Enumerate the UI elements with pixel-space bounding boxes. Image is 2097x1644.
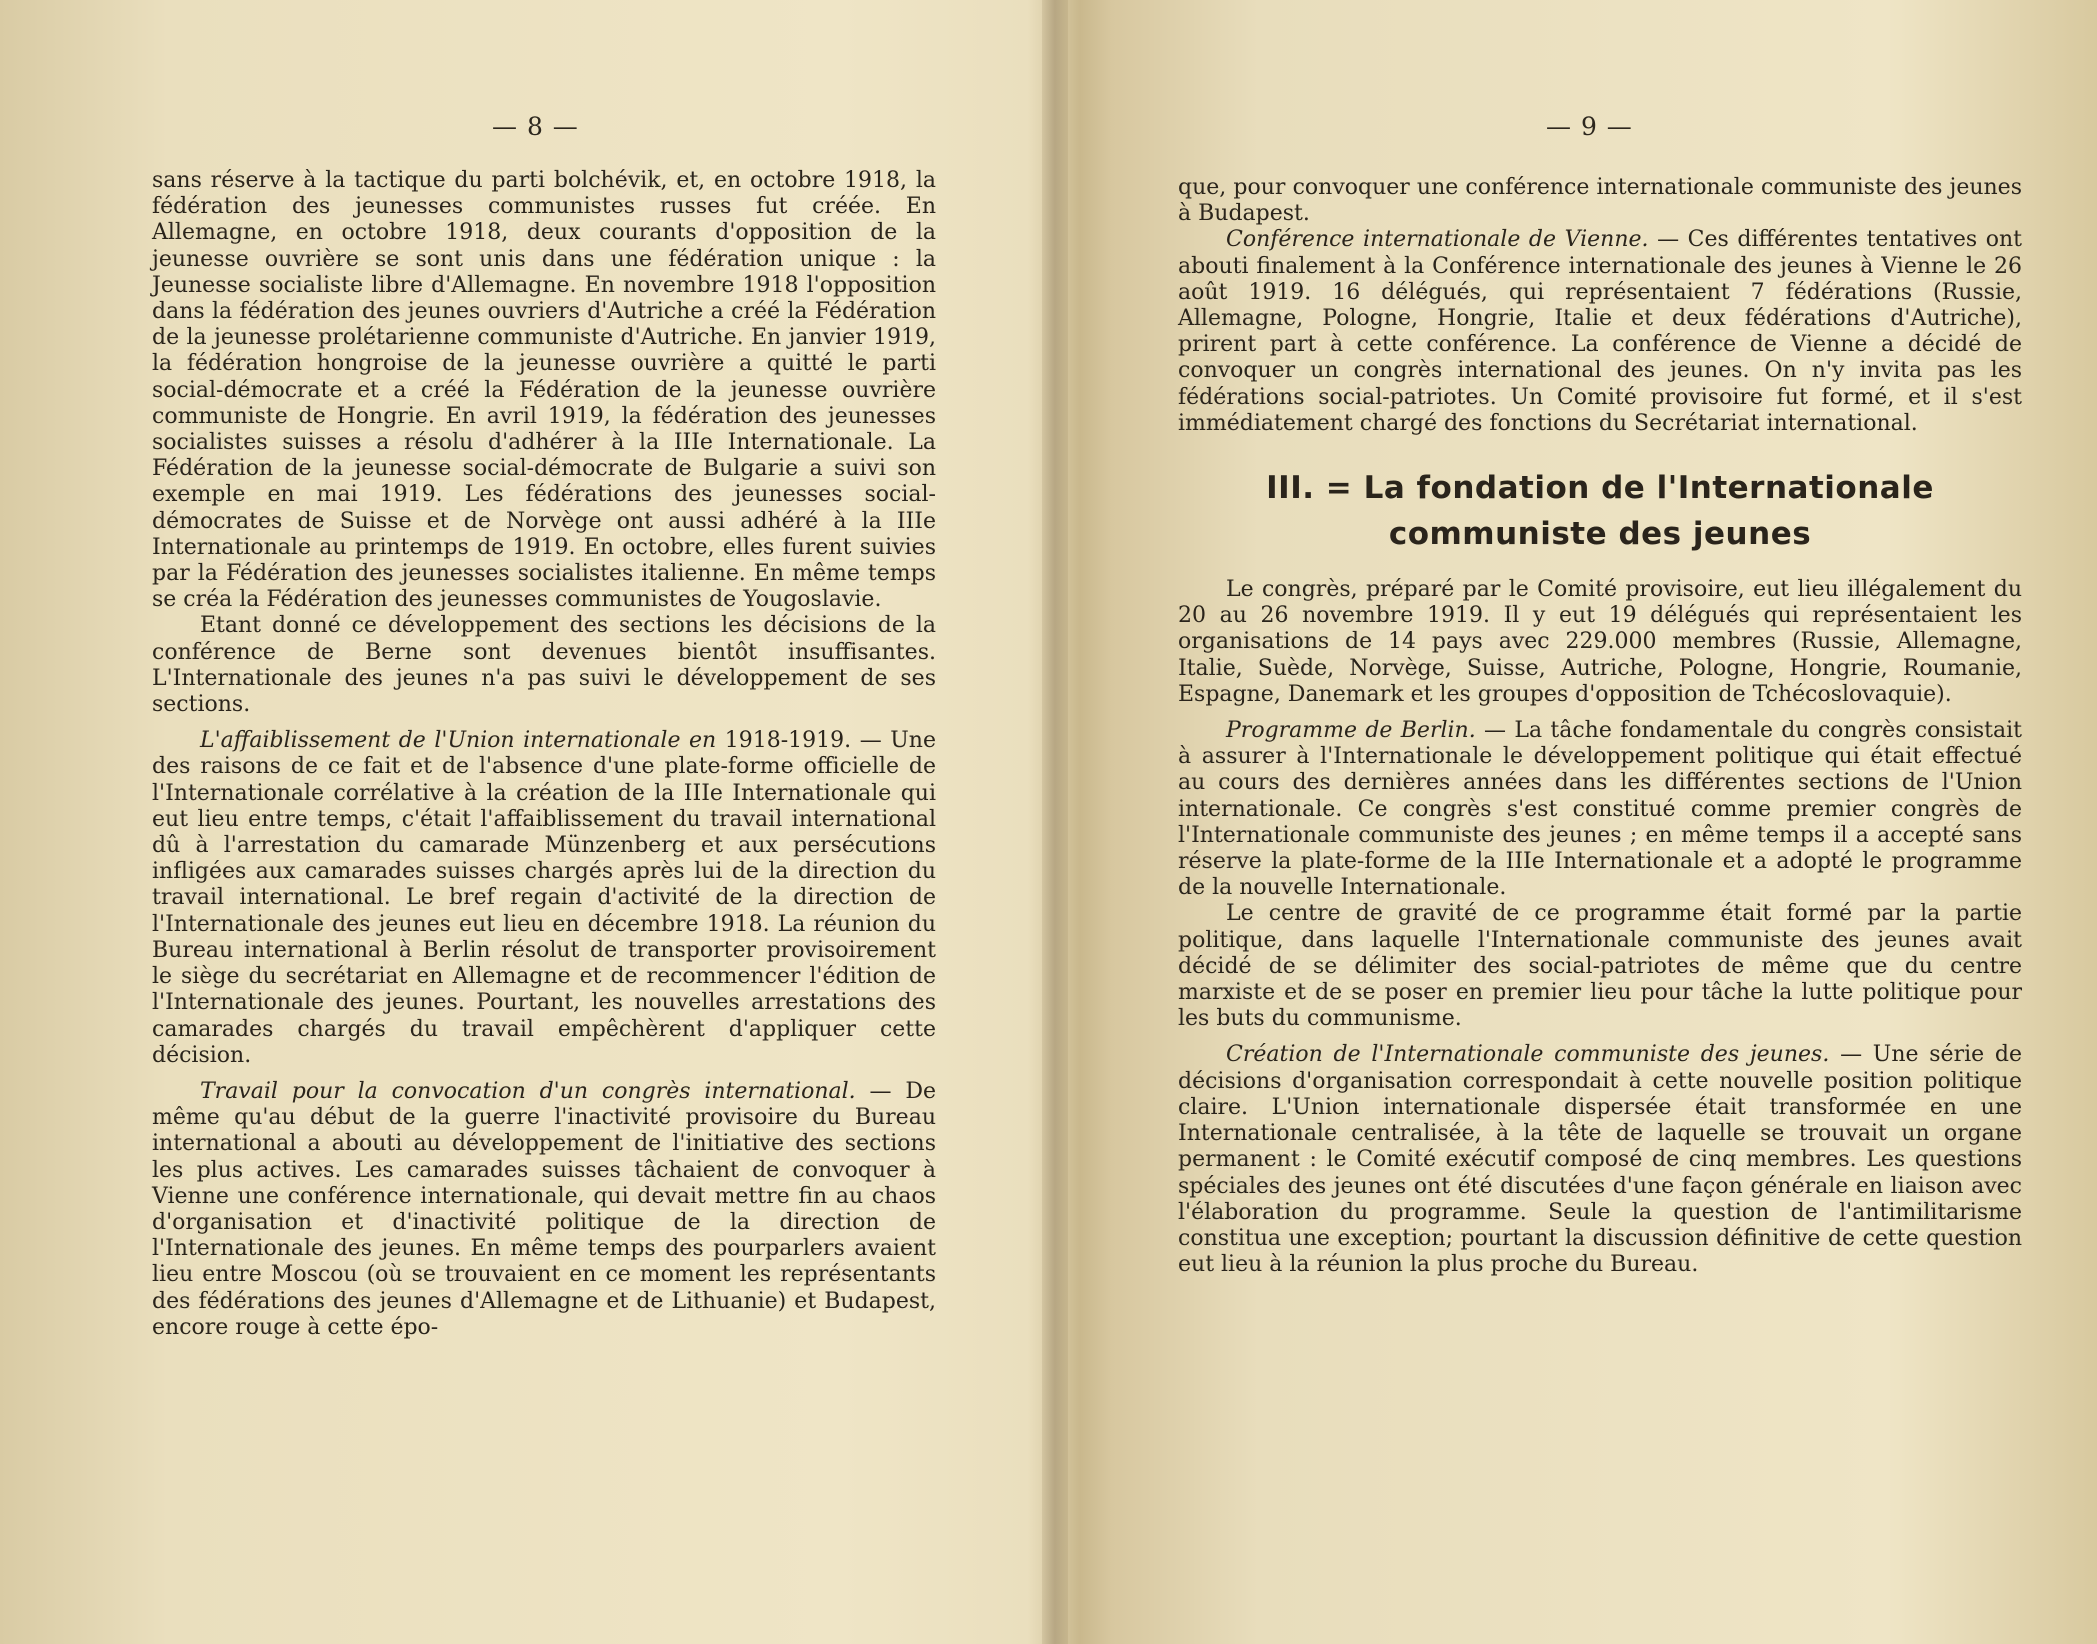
section-heading: Programme de Berlin. bbox=[1226, 718, 1476, 744]
paragraph: Le centre de gravité de ce programme était formé par la partie politique, dans laquelle l'Internationale communiste des jeunes avait décidé de se délimiter des social-patriotes de même que du centre marxiste et de se poser en premier lieu pour tâche la lutte politique pour les buts du communisme. bbox=[1178, 901, 2022, 1032]
page-number: — 8 — bbox=[492, 112, 579, 141]
paragraph bbox=[152, 728, 936, 1069]
paragraph-body: — De même qu'au début de la guerre l'inactivité provisoire du Bureau international a abouti au développement de l'initiative des sections les plus actives. Les camarades suisses tâchaient de convoquer à Vienne une conférence internationale, qui devait mettre fin au chaos d'organisation et d'inactivité politique de la direction de l'Internationale des jeunes. En même temps des pourparlers avaient lieu entre Moscou (où se trouvaient en ce moment les représentants des fédérations des jeunes d'Allemagne et de Lithuanie) et Budapest, encore rouge à cette épo- bbox=[152, 1078, 936, 1340]
right-page bbox=[1068, 0, 2097, 1644]
left-page bbox=[0, 0, 1042, 1644]
paragraph-body: — Une série de décisions d'organisation correspondait à cette nouvelle position politique claire. L'Union internationale dispersée était transformée en une Internationale centralisée, à la tête de laquelle se trouvait un organe permanent : le Comité exécutif composé de cinq membres. Les questions spéciales des jeunes ont été discutées d'une façon générale en liaison avec l'élaboration du programme. Seule la question de l'antimilitarisme constitua une exception; pourtant la discussion définitive de cette question eut lieu à la réunion la plus proche du Bureau. bbox=[1178, 1042, 2022, 1278]
section-heading: Conférence internationale de Vienne. bbox=[1226, 227, 1649, 253]
chapter-title-line: III. = La fondation de l'Internationale bbox=[1266, 470, 1934, 507]
paragraph: que, pour convoquer une conférence internationale communiste des jeunes à Budapest. bbox=[1178, 175, 2022, 227]
paragraph bbox=[1178, 227, 2022, 437]
section-heading: Création de l'Internationale communiste des jeunes. bbox=[1226, 1042, 1830, 1068]
paragraph bbox=[1178, 718, 2022, 901]
paragraph: Le congrès, préparé par le Comité provisoire, eut lieu illégalement du 20 au 26 novembre 1919. Il y eut 19 délégués qui représentaient les organisations de 14 pays avec 229.000 membres (Russie, Allemagne, Italie, Suède, Norvège, Suisse, Autriche, Pologne, Hongrie, Roumanie, Espagne, Danemark et les groupes d'opposition de Tchécoslovaquie). bbox=[1178, 577, 2022, 707]
left-page-text bbox=[152, 168, 936, 1341]
paragraph-body: — Ces différentes tentatives ont abouti finalement à la Conférence internationale des jeunes à Vienne le 26 août 1919. 16 délégués, qui représentaient 7 fédérations (Russie, Allemagne, Pologne, Hongrie, Italie et deux fédérations d'Autriche), prirent part à cette conférence. La conférence de Vienne a décidé de convoquer un congrès international des jeunes. On n'y invita pas les fédérations social-patriotes. Un Comité provisoire fut formé, et il s'est immédiatement chargé des fonctions du Secrétariat international. bbox=[1178, 227, 2022, 436]
right-page-text bbox=[1178, 175, 2022, 1278]
section-heading: Travail pour la convocation d'un congrès international. bbox=[200, 1078, 856, 1104]
paragraph bbox=[1178, 1042, 2022, 1278]
paragraph: sans réserve à la tactique du parti bolchévik, et, en octobre 1918, la fédération des jeunesses communistes russes fut créée. En Allemagne, en octobre 1918, deux courants d'opposition de la jeunesse ouvrière se sont unis dans une fédération unique : la Jeunesse socialiste libre d'Allemagne. En novembre 1918 l'opposition dans la fédération des jeunes ouvriers d'Autriche a créé la Fédération de la jeunesse prolétarienne communiste d'Autriche. En janvier 1919, la fédération hongroise de la jeunesse ouvrière a quitté le parti social-démocrate et a créé la Fédération de la jeunesse ouvrière communiste de Hongrie. En avril 1919, la fédération des jeunesses socialistes suisses a résolu d'adhérer à la IIIe Internationale. La Fédération de la jeunesse social-démocrate de Bulgarie a suivi son exemple en mai 1919. Les fédérations des jeunesses social-démocrates de Suisse et de Norvège ont aussi adhéré à la IIIe Internationale au printemps de 1919. En octobre, elles furent suivies par la Fédération des jeunesses socialistes italienne. En même temps se créa la Fédération des jeunesses communistes de Yougoslavie. bbox=[152, 168, 936, 613]
section-heading: L'affaiblissement de l'Union internationale en bbox=[200, 728, 717, 754]
paragraph bbox=[152, 1079, 936, 1341]
book-gutter bbox=[1042, 0, 1068, 1644]
paragraph-body: 1918-1919. — Une des raisons de ce fait et de l'absence d'une plate-forme officielle de l'Internationale corrélative à la création de la IIIe Internationale qui eut lieu entre temps, c'était l'affaiblissement du travail international dû à l'arrestation du camarade Münzenberg et aux persécutions infligées aux camarades suisses chargés après lui de la direction du travail international. Le bref regain d'activité de la direction de l'Internationale des jeunes eut lieu en décembre 1918. La réunion du Bureau international à Berlin résolut de transporter provisoirement le siège du secrétariat en Allemagne et de recommencer l'édition de l'Internationale des jeunes. Pourtant, les nouvelles arrestations des camarades chargés du travail empêchèrent d'appliquer cette décision. bbox=[152, 728, 936, 1068]
chapter-title bbox=[1178, 465, 2022, 557]
paragraph-body: — La tâche fondamentale du congrès consistait à assurer à l'Internationale le développement politique qui était effectué au cours des dernières années dans les différentes sections de l'Union internationale. Ce congrès s'est constitué comme premier congrès de l'Internationale communiste des jeunes ; en même temps il a accepté sans réserve la plate-forme de la IIIe Internationale et a adopté le programme de la nouvelle Internationale. bbox=[1178, 718, 2022, 901]
paragraph: Etant donné ce développement des sections les décisions de la conférence de Berne sont devenues bientôt insuffisantes. L'Internationale des jeunes n'a pas suivi le développement de ses sections. bbox=[152, 613, 936, 718]
page-number: — 9 — bbox=[1546, 112, 1633, 141]
chapter-title-line: communiste des jeunes bbox=[1388, 516, 1812, 553]
